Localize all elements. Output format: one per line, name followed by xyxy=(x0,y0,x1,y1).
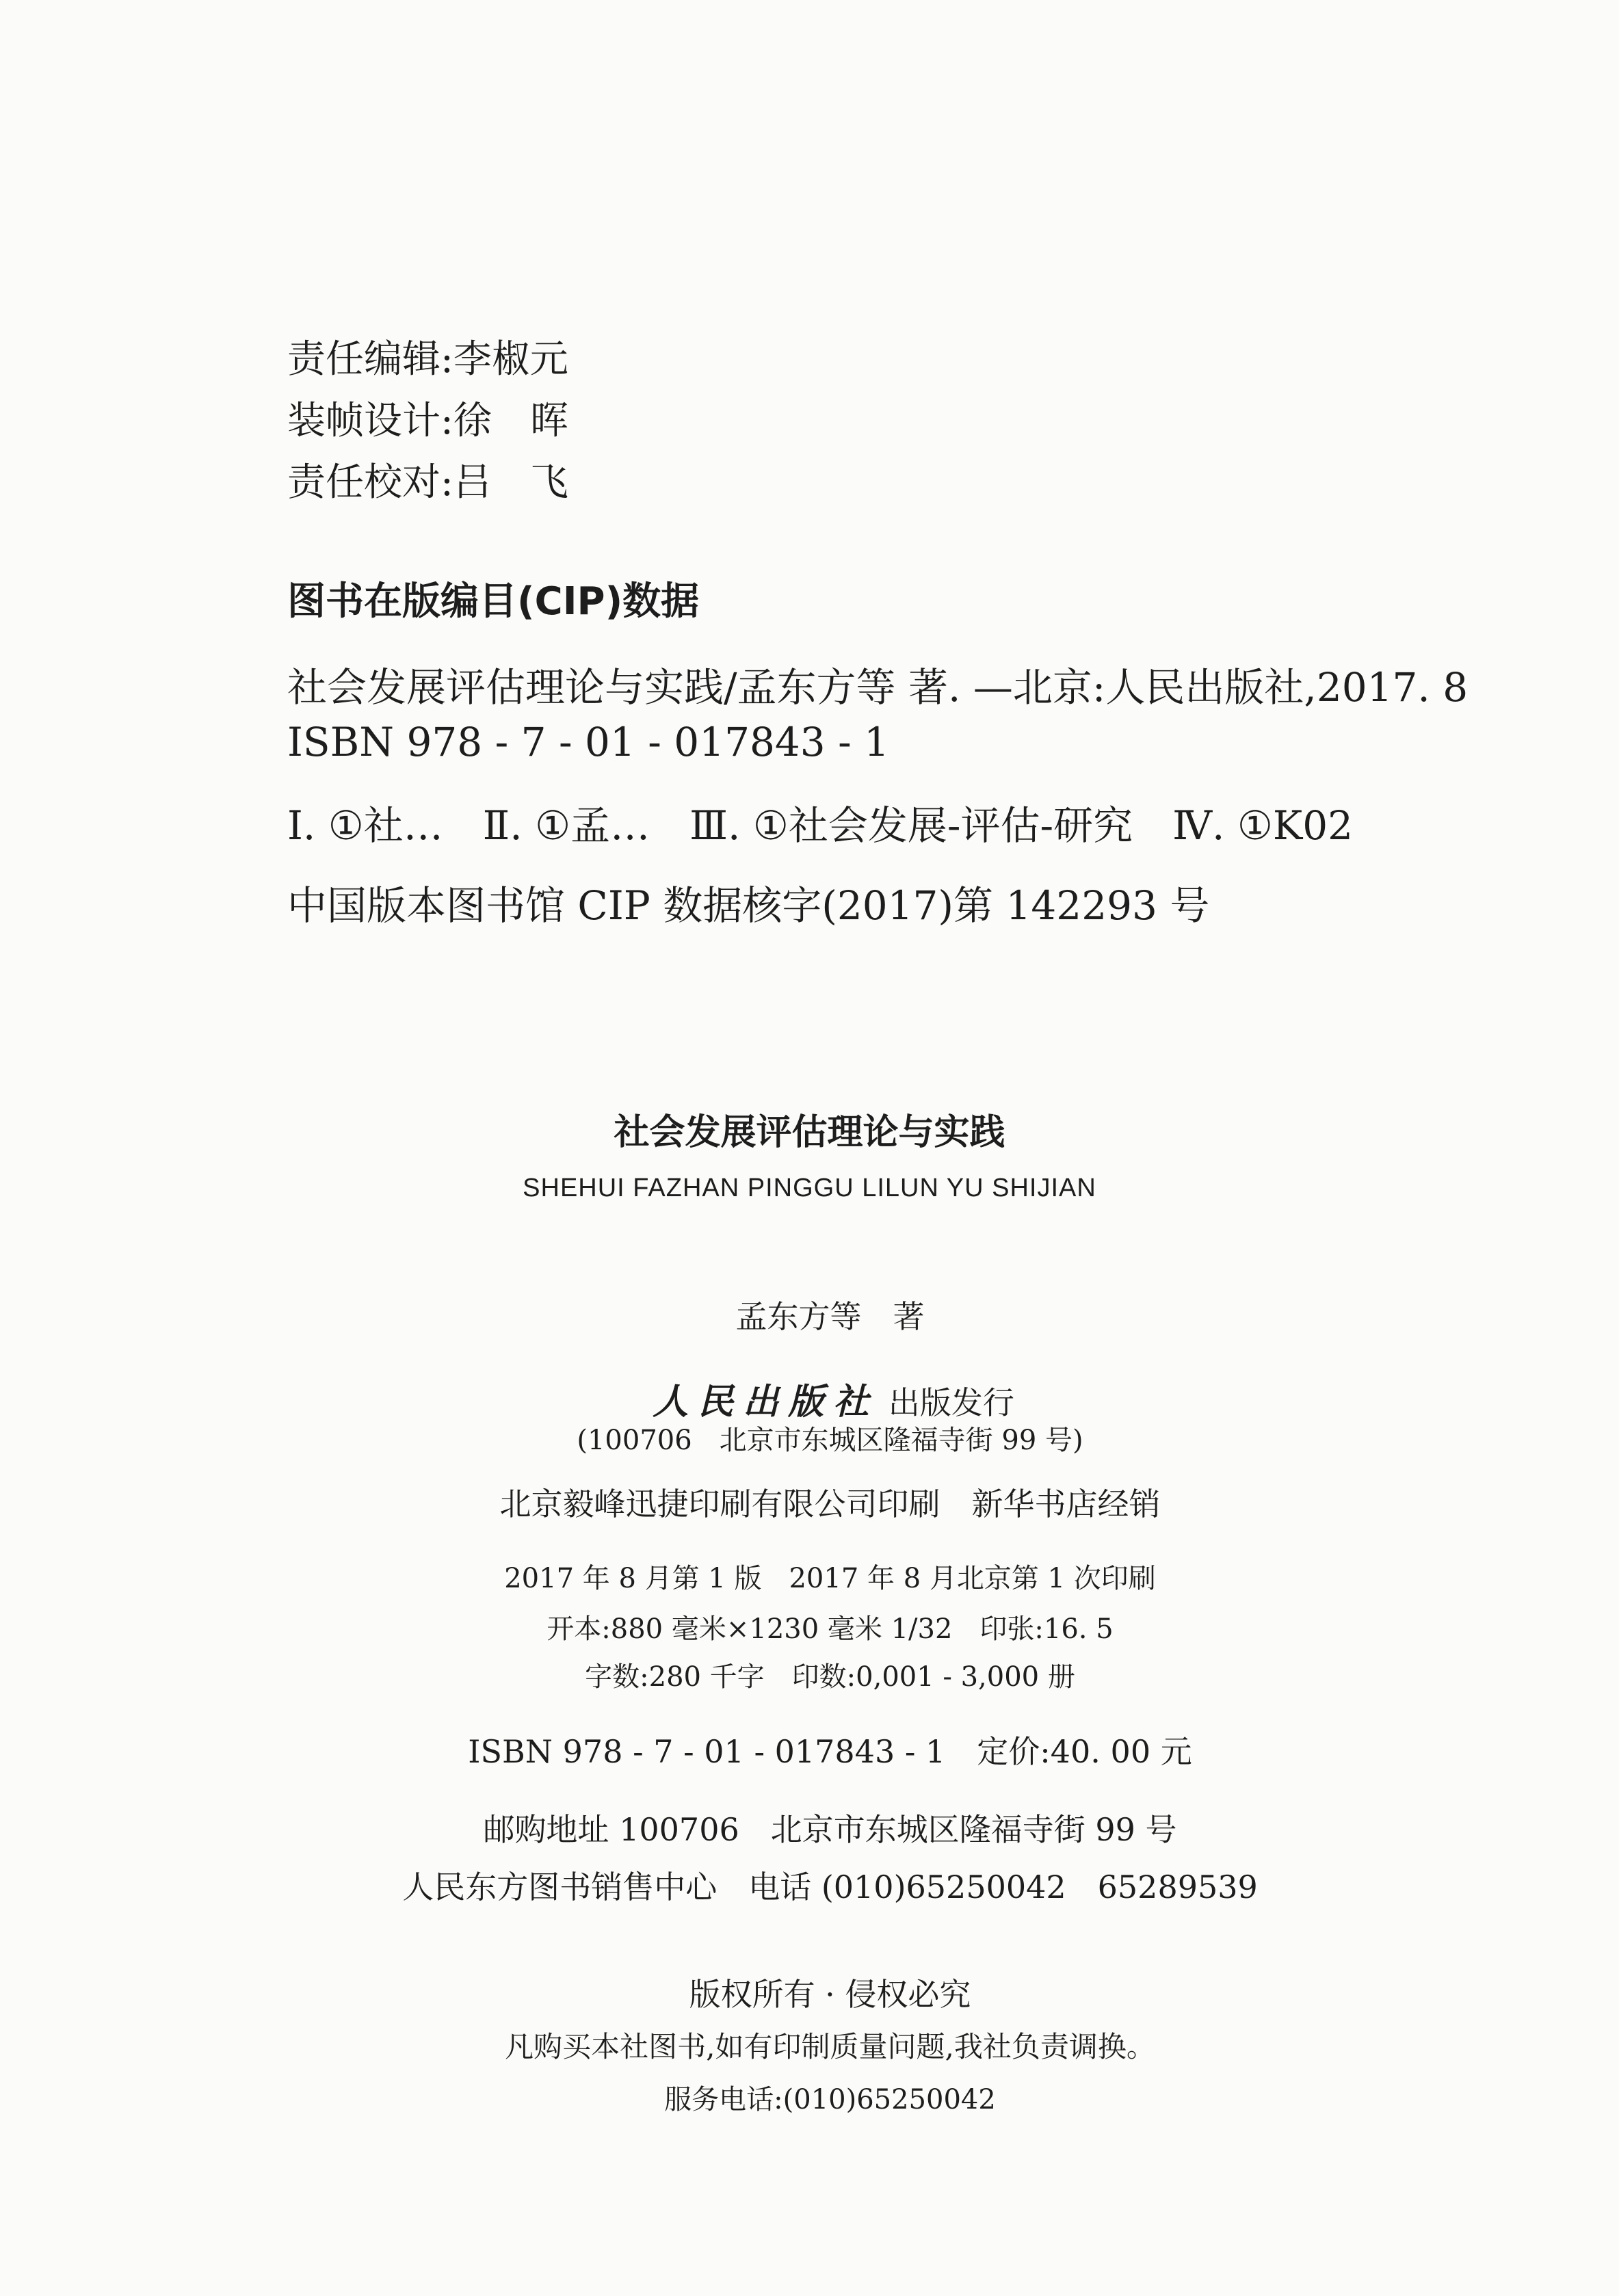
printer-line: 北京毅峰迅捷印刷有限公司印刷 新华书店经销 xyxy=(499,1486,1161,1522)
publisher-line xyxy=(0,1373,1619,1423)
cip-line-isbn: ISBN 978 - 7 - 01 - 017843 - 1 xyxy=(287,719,890,765)
cip-line-title: 社会发展评估理论与实践/孟东方等 著. —北京:人民出版社,2017. 8 xyxy=(287,664,1469,711)
author-line: 孟东方等 著 xyxy=(735,1298,925,1335)
book-title-pinyin: SHEHUI FAZHAN PINGGU LILUN YU SHIJIAN xyxy=(523,1174,1096,1202)
service-phone: 服务电话:(010)65250042 xyxy=(664,2084,996,2115)
rights-line: 版权所有 · 侵权必究 xyxy=(689,1976,971,2013)
publisher-logo: 人民出版社 xyxy=(653,1381,879,1423)
words-line: 字数:280 千字 印数:0,001 - 3,000 册 xyxy=(585,1661,1075,1693)
sales-center-line: 人民东方图书销售中心 电话 (010)65250042 65289539 xyxy=(402,1869,1258,1905)
cip-line-record: 中国版本图书馆 CIP 数据核字(2017)第 142293 号 xyxy=(287,882,1210,929)
editor-credit: 责任编辑:李椒元 xyxy=(287,337,568,382)
edition-line: 2017 年 8 月第 1 版 2017 年 8 月北京第 1 次印刷 xyxy=(504,1563,1156,1594)
mail-order-line: 邮购地址 100706 北京市东城区隆福寺街 99 号 xyxy=(483,1811,1177,1848)
isbn-price-line: ISBN 978 - 7 - 01 - 017843 - 1 定价:40. 00 元 xyxy=(468,1733,1192,1770)
design-credit: 装帧设计:徐 晖 xyxy=(287,399,568,443)
cip-heading: 图书在版编目(CIP)数据 xyxy=(287,579,700,624)
book-title: 社会发展评估理论与实践 xyxy=(614,1112,1005,1153)
proof-credit: 责任校对:吕 飞 xyxy=(287,460,568,505)
publisher-address: (100706 北京市东城区隆福寺街 99 号) xyxy=(577,1425,1083,1456)
cip-line-classification: Ⅰ. ①社… Ⅱ. ①孟… Ⅲ. ①社会发展-评估-研究 Ⅳ. ①K02 xyxy=(287,802,1354,849)
format-line: 开本:880 毫米×1230 毫米 1/32 印张:16. 5 xyxy=(547,1613,1114,1645)
publisher-suffix: 出版发行 xyxy=(878,1384,1014,1421)
quality-notice: 凡购买本社图书,如有印制质量问题,我社负责调换。 xyxy=(505,2030,1155,2063)
